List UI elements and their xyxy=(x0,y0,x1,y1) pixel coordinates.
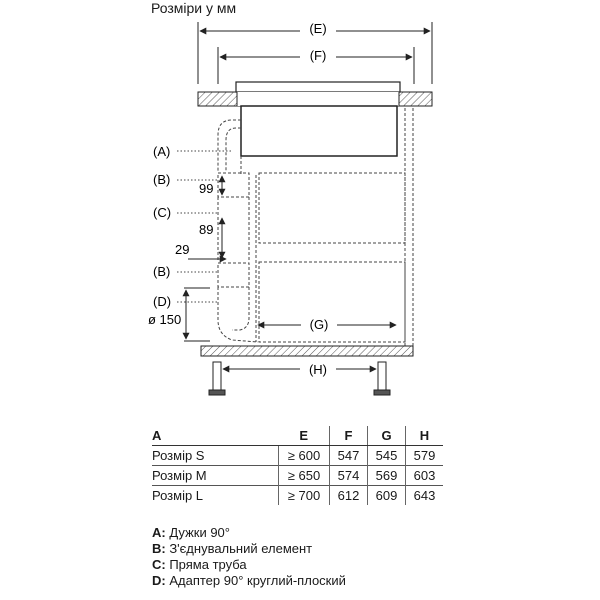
row-name: Розмір S xyxy=(152,446,279,466)
table-row xyxy=(152,466,443,486)
legend-key: A: xyxy=(152,525,166,540)
legend-item xyxy=(152,541,346,557)
cell-e: ≥ 600 xyxy=(279,446,330,466)
measure-99: 99 xyxy=(199,181,214,196)
dimension-table xyxy=(152,426,443,505)
header-e: E xyxy=(279,426,330,446)
legend xyxy=(152,525,346,589)
header-a: A xyxy=(152,426,279,446)
row-name: Розмір L xyxy=(152,486,279,506)
measure-29: 29 xyxy=(175,242,190,257)
legend-item xyxy=(152,557,346,573)
dim-label-e: (E) xyxy=(309,21,327,36)
measure-150: ø 150 xyxy=(148,312,182,327)
callout-b-upper: (B) xyxy=(153,172,171,187)
cell-f: 574 xyxy=(330,466,368,486)
cell-g: 609 xyxy=(368,486,406,506)
legend-item xyxy=(152,525,346,541)
legend-text: З'єднувальний елемент xyxy=(165,541,313,556)
dimension-f xyxy=(218,46,414,84)
cell-e: ≥ 700 xyxy=(279,486,330,506)
cell-h: 579 xyxy=(413,448,436,463)
header-f: F xyxy=(330,426,368,446)
header-h: H xyxy=(406,426,444,446)
dim-label-f: (F) xyxy=(309,48,327,63)
callout-c: (C) xyxy=(153,205,172,220)
cell-h: 603 xyxy=(406,466,444,486)
cell-g: 545 xyxy=(368,446,406,466)
table-header-row xyxy=(152,426,443,446)
legend-key: D: xyxy=(152,573,166,588)
callout-b-lower: (B) xyxy=(153,264,171,279)
row-name: Розмір M xyxy=(152,466,279,486)
header-g: G xyxy=(368,426,406,446)
legend-item xyxy=(152,573,346,589)
cabinet-side xyxy=(405,108,413,346)
callout-a: (A) xyxy=(153,144,171,159)
callout-d: (D) xyxy=(153,294,172,309)
cooktop-glass xyxy=(236,82,400,92)
cell-e: ≥ 650 xyxy=(279,466,330,486)
table-row xyxy=(152,486,443,506)
worktop xyxy=(198,92,432,106)
dim-label-g: (G) xyxy=(309,317,329,332)
dim-label-h: (H) xyxy=(308,362,328,377)
dimension-g xyxy=(258,316,396,334)
dimension-h xyxy=(223,360,376,378)
cell-h: 643 xyxy=(406,486,444,506)
legend-text: Пряма труба xyxy=(165,557,247,572)
cell-f: 547 xyxy=(330,446,368,466)
cooktop-body xyxy=(241,106,397,156)
callouts xyxy=(153,144,232,309)
table-row xyxy=(152,446,443,466)
legend-key: C: xyxy=(152,557,166,572)
cell-g: 569 xyxy=(368,466,406,486)
measurements xyxy=(148,176,226,341)
legend-text: Дужки 90° xyxy=(165,525,230,540)
cell-f: 612 xyxy=(330,486,368,506)
legend-key: B: xyxy=(152,541,166,556)
legend-text: Адаптер 90° круглий-плоский xyxy=(165,573,346,588)
measure-89: 89 xyxy=(199,222,214,237)
drawer-upper xyxy=(259,173,405,243)
page-title: Розміри у мм xyxy=(151,0,237,16)
